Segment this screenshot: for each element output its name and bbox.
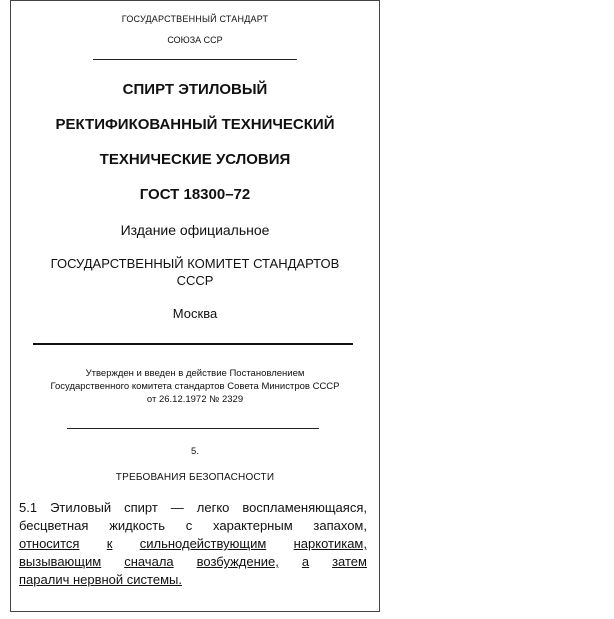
word: сначала (124, 554, 174, 569)
paragraph-line-2 (19, 517, 367, 535)
word: характерным (213, 518, 293, 533)
word: возбуждение, (196, 554, 279, 569)
approval-line3: от 26.12.1972 № 2329 (146, 394, 244, 405)
approval-line2: Государственного комитета стандартов Совета Министров СССР (50, 381, 340, 392)
word: затем (332, 554, 367, 569)
word: 5.1 (19, 500, 38, 515)
section-number: 5. (191, 446, 199, 457)
word: а (301, 554, 310, 569)
section-divider (67, 428, 319, 429)
title-line3: ТЕХНИЧЕСКИЕ УСЛОВИЯ (99, 151, 291, 168)
paragraph-line-3-underlined (19, 535, 367, 553)
word: с (185, 518, 193, 533)
header-divider (93, 59, 297, 60)
word: к (106, 536, 113, 551)
committee-line1: ГОСУДАРСТВЕННЫЙ КОМИТЕТ СТАНДАРТОВ (50, 256, 340, 271)
word: бесцветная (19, 518, 89, 533)
title-line2: РЕКТИФИКОВАННЫЙ ТЕХНИЧЕСКИЙ (55, 116, 335, 133)
word: легко (196, 500, 230, 515)
word: жидкость (109, 518, 166, 533)
title-line1: СПИРТ ЭТИЛОВЫЙ (122, 81, 268, 98)
committee-line2: СССР (176, 273, 214, 288)
underlined-phrase: паралич нервной системы. (19, 572, 182, 587)
paragraph-line-4-underlined (19, 553, 367, 571)
standard-header-line2: СОЮЗА ССР (167, 35, 223, 45)
word: запахом, (313, 518, 367, 533)
edition-label: Издание официальное (120, 222, 270, 238)
section-title: ТРЕБОВАНИЯ БЕЗОПАСНОСТИ (115, 472, 275, 483)
paragraph-line-1 (19, 499, 367, 517)
word: наркотикам, (293, 536, 367, 551)
city-label: Москва (172, 306, 218, 321)
word: воспламеняющаяся, (242, 500, 367, 515)
document-page (10, 0, 380, 612)
word: сильнодействующим (139, 536, 267, 551)
gost-number: ГОСТ 18300–72 (139, 186, 251, 203)
word: вызывающим (19, 554, 102, 569)
approval-line1: Утвержден и введен в действие Постановлением (85, 368, 305, 379)
word: относится (19, 536, 80, 551)
standard-header-line1: ГОСУДАРСТВЕННЫЙ СТАНДАРТ (121, 14, 269, 24)
main-divider (33, 343, 353, 345)
paragraph-line-5 (19, 571, 367, 589)
word: спирт (124, 500, 158, 515)
word: Этиловый (50, 500, 112, 515)
word: — (170, 500, 184, 515)
safety-paragraph (19, 499, 367, 589)
